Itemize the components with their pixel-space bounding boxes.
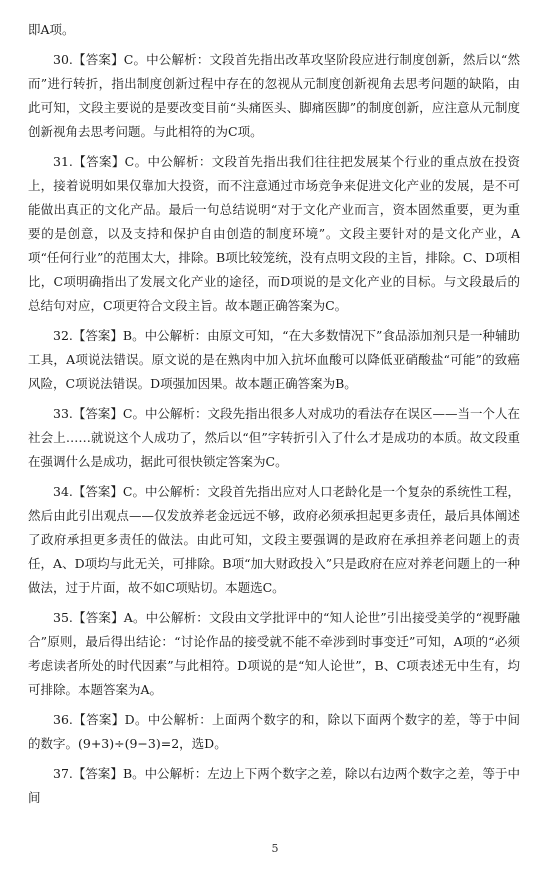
answer-text: 34.【答案】C。中公解析：文段首先指出应对人口老龄化是一个复杂的系统性工程，然后由此引出观点——仅发放养老金远远不够，政府必须承担起更多责任，最后具体阐述了政府承担更多责任的做法。由此可知，文段主要强调的是政府在承担养老问题上的责任，A、D项均与此无关，可排除。B项“加大财政投入”只是政府在应对养老问题上的一种做法，过于片面，故不如C项贴切。本题选C。 [28,484,520,595]
answer-entry [28,606,520,702]
answer-text: 33.【答案】C。中公解析：文段先指出很多人对成功的看法存在误区——当一个人在社会上……就说这个人成功了，然后以“但”字转折引入了什么才是成功的本质。故文段重在强调什么是成功，据此可很快锁定答案为C。 [28,406,520,469]
answer-list [28,48,520,810]
page-number: 5 [271,842,279,855]
document-page [28,18,520,816]
answer-text: 32.【答案】B。中公解析：由原文可知，“在大多数情况下”食品添加剂只是一种辅助工具，A项说法错误。原文说的是在熟肉中加入抗坏血酸可以降低亚硝酸盐“可能”的致癌风险，C项说法错误。D项强加因果。故本题正确答案为B。 [28,328,520,391]
answer-text: 31.【答案】C。中公解析：文段首先指出我们往往把发展某个行业的重点放在投资上，接着说明如果仅靠加大投资，而不注意通过市场竞争来促进文化产业的发展，是不可能做出真正的文化产品。最后一句总结说明“对于文化产业而言，资本固然重要，更为重要的是创意，以及支持和保护自由创造的制度环境”。文段主要针对的是文化产业，A项“任何行业”的范围太大，排除。B项比较笼统，没有点明文段的主旨，排除。C、D项相比，C项明确指出了发展文化产业的途径，而D项说的是文化产业的目标。与文段最后的总结句对应，C项更符合文段主旨。故本题正确答案为C。 [28,154,520,313]
answer-entry [28,480,520,600]
answer-entry [28,708,520,756]
answer-text: 35.【答案】A。中公解析：文段由文学批评中的“知人论世”引出接受美学的“视野融合”原则，最后得出结论：“讨论作品的接受就不能不牵涉到时事变迁”可知，A项的“必须考虑读者所处的时代因素”与此相符。D项说的是“知人论世”，B、C项表述无中生有，均可排除。本题答案为A。 [28,610,520,697]
answer-entry [28,48,520,144]
answer-text: 37.【答案】B。中公解析：左边上下两个数字之差，除以右边两个数字之差，等于中间 [28,766,520,805]
answer-entry [28,324,520,396]
answer-entry [28,402,520,474]
answer-text: 36.【答案】D。中公解析：上面两个数字的和，除以下面两个数字的差，等于中间的数字。(9+3)÷(9−3)=2，选D。 [28,712,520,751]
answer-text: 30.【答案】C。中公解析：文段首先指出改革攻坚阶段应进行制度创新，然后以“然而”进行转折，指出制度创新过程中存在的忽视从元制度创新视角去思考问题的缺陷，由此可知，文段主要说的是要改变目前“头痛医头、脚痛医脚”的制度创新，应注意从元制度创新视角去思考问题。与此相符的为C项。 [28,52,520,139]
answer-entry [28,762,520,810]
answer-entry [28,150,520,318]
lead-text: 即A项。 [28,22,75,37]
